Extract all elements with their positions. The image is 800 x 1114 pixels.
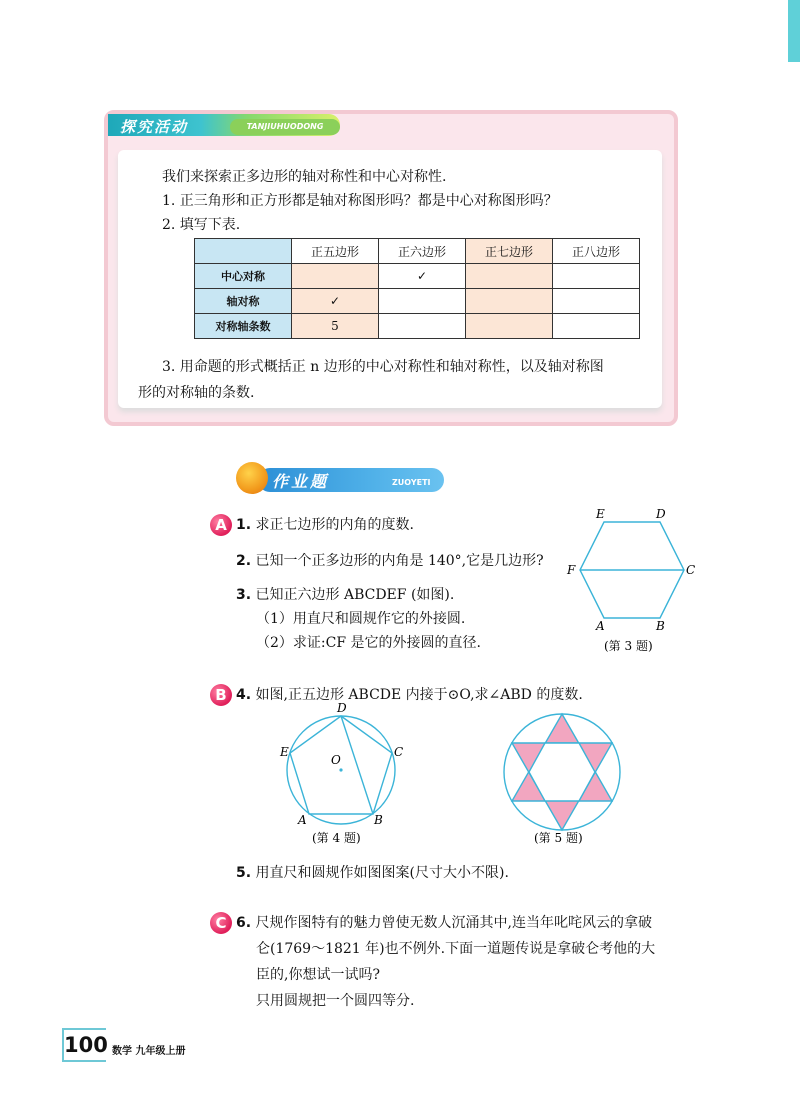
center-o	[339, 768, 342, 771]
table-cell: ✓	[379, 264, 466, 289]
symmetry-table	[194, 238, 640, 339]
fig5-caption: (第 5 题)	[534, 831, 583, 845]
label-a: A	[298, 813, 307, 827]
explore-subtitle: TANJIUHUODONG	[230, 119, 340, 135]
problem-number: 6.	[236, 915, 252, 931]
star-figure	[496, 700, 636, 850]
table-cell	[553, 289, 640, 314]
table-cell	[466, 314, 553, 339]
col-header: 正七边形	[466, 239, 553, 264]
explore-intro: 我们来探索正多边形的轴对称性和中心对称性.	[162, 169, 447, 185]
table-cell	[466, 289, 553, 314]
fig4-caption: (第 4 题)	[312, 831, 361, 845]
explore-q3-line2: 形的对称轴的条数.	[138, 385, 255, 401]
label-b: B	[656, 619, 665, 633]
problem-2: 已知一个正多边形的内角是 140°,它是几边形?	[255, 553, 544, 569]
explore-q1: 1. 正三角形和正方形都是轴对称图形吗？都是中心对称图形吗？	[162, 193, 558, 209]
table-cell	[379, 314, 466, 339]
label-c: C	[686, 563, 696, 577]
label-e: E	[280, 745, 289, 759]
orange-ball-icon	[236, 462, 268, 494]
problem-5: 用直尺和圆规作如图图案(尺寸大小不限).	[255, 865, 509, 881]
table-cell	[553, 264, 640, 289]
fig3-caption: (第 3 题)	[604, 639, 653, 653]
problem-1: 求正七边形的内角的度数.	[255, 517, 414, 533]
problem-3a: （1）用直尺和圆规作它的外接圆.	[256, 611, 466, 627]
level-a-badge: A	[210, 514, 232, 536]
problem-6-line2: 仑(1769～1821 年)也不例外.下面一道题传说是拿破仑考他的大	[256, 941, 656, 957]
level-b-badge: B	[210, 684, 232, 706]
problem-3: 已知正六边形 ABCDEF (如图).	[255, 587, 455, 603]
pentagon-shape	[290, 716, 392, 814]
homework-title: 作业题	[272, 472, 330, 491]
table-cell	[553, 314, 640, 339]
problem-6-line3: 臣的,你想试一试吗?	[256, 967, 380, 983]
label-f: F	[567, 563, 576, 577]
label-a: A	[596, 619, 605, 633]
problem-6-line4: 只用圆规把一个圆四等分.	[256, 993, 415, 1009]
col-header: 正五边形	[292, 239, 379, 264]
row-header: 轴对称	[195, 289, 292, 314]
problem-number: 4.	[236, 687, 252, 703]
level-c-badge: C	[210, 912, 232, 934]
label-e: E	[596, 507, 605, 521]
label-d: D	[337, 701, 347, 715]
problem-4: 如图,正五边形 ABCDE 内接于⊙O,求∠ABD 的度数.	[255, 687, 583, 703]
problem-6-line1: 尺规作图特有的魅力曾使无数人沉涌其中,连当年叱咤风云的拿破	[255, 915, 652, 931]
problem-number: 2.	[236, 553, 252, 569]
label-d: D	[656, 507, 666, 521]
table-cell	[466, 264, 553, 289]
problem-number: 1.	[236, 517, 252, 533]
explore-title: 探究活动	[120, 118, 189, 136]
label-b: B	[374, 813, 383, 827]
pentagon-figure	[276, 700, 416, 850]
problem-3b: （2）求证:CF 是它的外接圆的直径.	[256, 635, 481, 651]
table-cell	[292, 264, 379, 289]
table-cell: ✓	[292, 289, 379, 314]
row-header: 对称轴条数	[195, 314, 292, 339]
col-header: 正八边形	[553, 239, 640, 264]
edge-tab	[788, 0, 800, 62]
explore-q2: 2. 填写下表.	[162, 217, 241, 233]
homework-subtitle: ZUOYETI	[392, 478, 431, 487]
row-header: 中心对称	[195, 264, 292, 289]
segment-db	[341, 716, 373, 814]
table-cell: 5	[292, 314, 379, 339]
table-corner	[195, 239, 292, 264]
explore-q3-line1: 3. 用命题的形式概括正 n 边形的中心对称性和轴对称性，以及轴对称图	[162, 359, 604, 375]
problem-number: 3.	[236, 587, 252, 603]
table-cell	[379, 289, 466, 314]
book-title: 数学 九年级上册	[112, 1046, 186, 1057]
label-c: C	[394, 745, 404, 759]
col-header: 正六边形	[379, 239, 466, 264]
problem-number: 5.	[236, 865, 252, 881]
label-o: O	[331, 753, 341, 767]
page-number: 100	[62, 1028, 106, 1062]
hexagon-figure	[560, 500, 720, 660]
